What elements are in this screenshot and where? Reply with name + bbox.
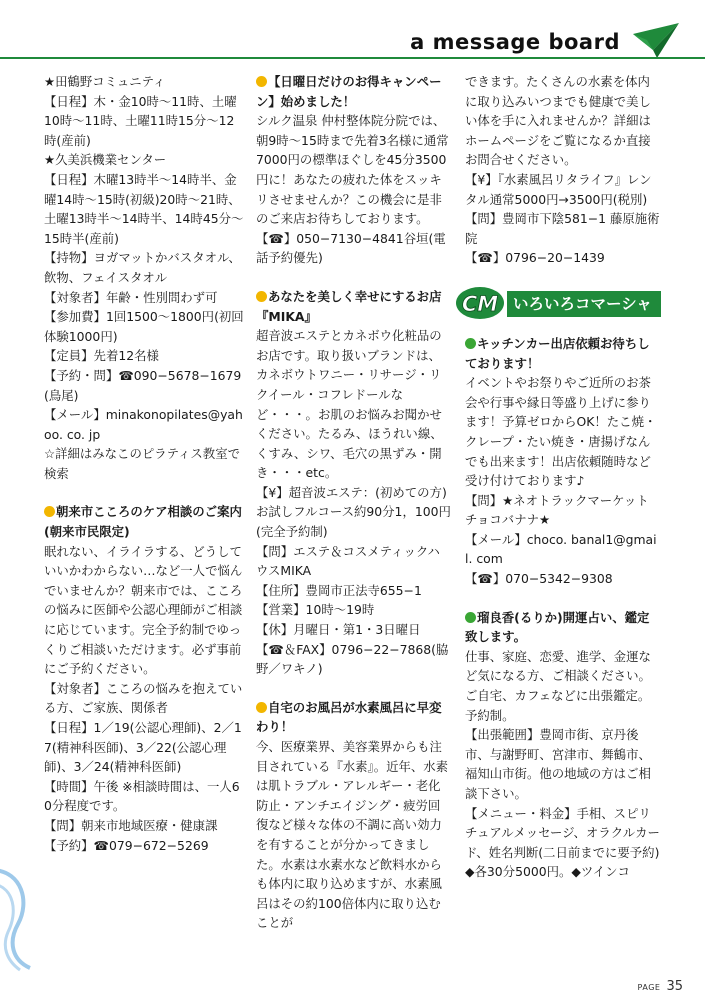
text-line: ★久美浜機業センター bbox=[44, 152, 167, 168]
page-label: PAGE bbox=[637, 983, 661, 992]
text-line: 【☎】0796−20−1439 bbox=[465, 250, 605, 266]
text-line: ☆詳細はみなこのピラティス教室で検索 bbox=[44, 446, 240, 481]
bullet-dot-icon bbox=[256, 702, 267, 713]
text-line: 【予約】☎079−672−5269 bbox=[44, 837, 209, 853]
text-line: 【¥】『水素風呂リタライフ』レンタル通常5000円→3500円(税別) bbox=[465, 171, 652, 207]
text-line: 【メニュー・料金】手相、スピリチュアルメッセージ、オラクルカード、姓名判断(二日前までに要予約) bbox=[465, 805, 660, 860]
text-line: 超音波エステとカネボウ化粧品のお店です。取り扱いブランドは、カネボウトワニー・リサージ・リクイール・コフレドールなど・・・。お肌のお悩みお聞かせください。たるみ、ほうれい線、くすみ、シワ、毛穴の黒ずみ・開き・・・etc。 bbox=[256, 328, 443, 481]
commercial-banner bbox=[461, 286, 661, 339]
column-left bbox=[44, 72, 244, 855]
section-title-text: 瑠良香(るりか)開運占い、鑑定致します。 bbox=[465, 609, 650, 645]
text-line: 【メール】choco. banal1@gmail. com bbox=[465, 531, 657, 567]
text-line: シルク温泉 仲村整体院分院では、朝9時〜15時まで先着3名様に通常7000円の標準ほぐしを45分3500円に！あなたの疲れた体をスッキリさせませんか？この機会に是非のご来店お待ちしております。 bbox=[256, 113, 449, 227]
column-right-bottom bbox=[465, 334, 661, 882]
header-rule bbox=[0, 57, 705, 59]
cm-logo-text: CM bbox=[461, 291, 499, 316]
text-line: 【日程】1／19(公認心理師)、2／17(精神科医師)、3／22(公認心理師)、3／24(精神科医師) bbox=[44, 720, 242, 775]
bullet-dot-icon bbox=[256, 76, 267, 87]
text-line: 【持物】ヨガマットかバスタオル、飲物、フェイスタオル bbox=[44, 250, 241, 285]
section-title-text: 朝来市こころのケア相談のご案内(朝来市民限定) bbox=[44, 504, 242, 540]
text-line: 【休】月曜日・第1・3日曜日 bbox=[256, 622, 421, 638]
text-line: ◆各30分5000円。◆ツインコ bbox=[465, 864, 630, 880]
section-title-text: キッチンカー出店依頼お待ちしております！ bbox=[465, 335, 650, 371]
text-line: 【対象者】年齢・性別問わず可 bbox=[44, 289, 218, 305]
text-line: 【☎＆FAX】0796−22−7868(脇野／ワキノ) bbox=[256, 641, 449, 677]
text-line: 【定員】先着12名様 bbox=[44, 348, 159, 364]
column-right bbox=[461, 72, 661, 882]
text-line: 【☎】070−5342−9308 bbox=[465, 571, 613, 587]
text-line: ★田鶴野コミュニティ bbox=[44, 74, 166, 89]
text-line: 【予約・問】☎090−5678−1679(鳥尾) bbox=[44, 367, 242, 403]
text-line: 【問】★ネオトラックマーケットチョコバナナ★ bbox=[465, 492, 649, 528]
section-title-text: 自宅のお風呂が水素風呂に早変わり！ bbox=[256, 699, 442, 735]
section-title-text: 【日曜日だけのお得キャンペーン】始めました！ bbox=[256, 74, 442, 109]
text-line: 【住所】豊岡市正法寺655−1 bbox=[256, 582, 422, 598]
text-line: 【☎】050−7130−4841谷垣(電話予約優先) bbox=[256, 230, 446, 266]
paper-plane-icon bbox=[631, 20, 681, 60]
text-line: 【問】豊岡市下陰581−1 藤原施術院 bbox=[465, 211, 660, 246]
section-title-text: あなたを美しく幸せにするお店『MIKA』 bbox=[256, 288, 442, 324]
text-line: 【参加費】1回1500〜1800円(初回体験1000円) bbox=[44, 309, 244, 344]
text-line: 【日程】木・金10時〜11時、土曜10時〜11時、土曜11時15分〜12時(産前) bbox=[44, 93, 237, 148]
text-line: 【問】エステ＆コスメティックハウスMIKA bbox=[256, 543, 440, 579]
section-title bbox=[256, 72, 452, 111]
commercial-banner-label: いろいろコマーシャル bbox=[507, 291, 661, 317]
text-line: 眠れない、イライラする、どうしていいかわからない…など一人で悩んでいませんか？朝来市では、こころの悩みに医師や公認心理師がご相談に応じています。完全予約制でゆっくりご相談いただけます。必ず事前にご予約ください。 bbox=[44, 543, 243, 677]
text-line: 今、医療業界、美容業界からも注目されている『水素』。近年、水素は肌トラブル・アレルギー・老化防止・アンチエイジング・疲労回復など様々な体の不調に高い効力を有することが分かってきました。水素は水素水など飲料水からも体内に取り込めますが、水素風呂はその約100倍体内に取り込むことが bbox=[256, 739, 449, 931]
text-line: 【¥】超音波エステ：(初めての方)お試しフルコース約90分1，100円(完全予約制) bbox=[256, 484, 451, 540]
page-footer bbox=[638, 979, 683, 994]
bullet-dot-icon bbox=[256, 291, 267, 302]
text-line: 【問】朝来市地域医療・健康課 bbox=[44, 817, 218, 833]
column-middle bbox=[256, 72, 452, 933]
section-title bbox=[465, 334, 661, 373]
text-line: 【時間】午後 ※相談時間は、一人60分程度です。 bbox=[44, 778, 240, 814]
decorative-swirl-icon bbox=[0, 862, 36, 972]
page-header bbox=[0, 0, 705, 66]
text-line: できます。たくさんの水素を体内に取り込みいつまでも健康で美しい体を手に入れませんか？詳細はホームページをご覧になるか直接お問合せください。 bbox=[465, 74, 651, 168]
page-title: a message board bbox=[410, 30, 620, 54]
text-line: 【メール】minakonopilates@yahoo. co. jp bbox=[44, 407, 243, 442]
bullet-dot-icon bbox=[44, 506, 55, 517]
section-title bbox=[44, 502, 244, 541]
text-line: 【日程】木曜13時半〜14時半、金曜14時〜15時(初級)20時〜21時、土曜13時半〜14時半、14時45分〜15時半(産前) bbox=[44, 171, 244, 246]
text-line: 【営業】10時〜19時 bbox=[256, 602, 375, 618]
column-right-top bbox=[465, 72, 661, 268]
cm-logo-icon bbox=[455, 286, 509, 320]
section-title bbox=[256, 287, 452, 326]
page-number: 35 bbox=[666, 979, 683, 994]
text-line: 仕事、家庭、恋愛、進学、金運など気になる方、ご相談ください。ご自宅、カフェなどに出張鑑定。予約制。 bbox=[465, 648, 651, 723]
text-line: イベントやお祭りやご近所のお茶会や行事や縁日等盛り上げに参ります！予算ゼロからOK！たこ焼・クレープ・たい焼き・唐揚げなんでも出来ます！出店依頼随時など受け付けております♪ bbox=[465, 375, 657, 489]
text-line: 【出張範囲】豊岡市街、京丹後市、与謝野町、宮津市、舞鶴市、福知山市街。他の地域の方はご相談下さい。 bbox=[465, 727, 651, 801]
section-title bbox=[465, 608, 661, 647]
section-title bbox=[256, 698, 452, 737]
text-line: 【対象者】こころの悩みを抱えている方、ご家族、関係者 bbox=[44, 680, 243, 716]
bullet-dot-icon bbox=[465, 612, 476, 623]
bullet-dot-icon bbox=[465, 338, 476, 349]
